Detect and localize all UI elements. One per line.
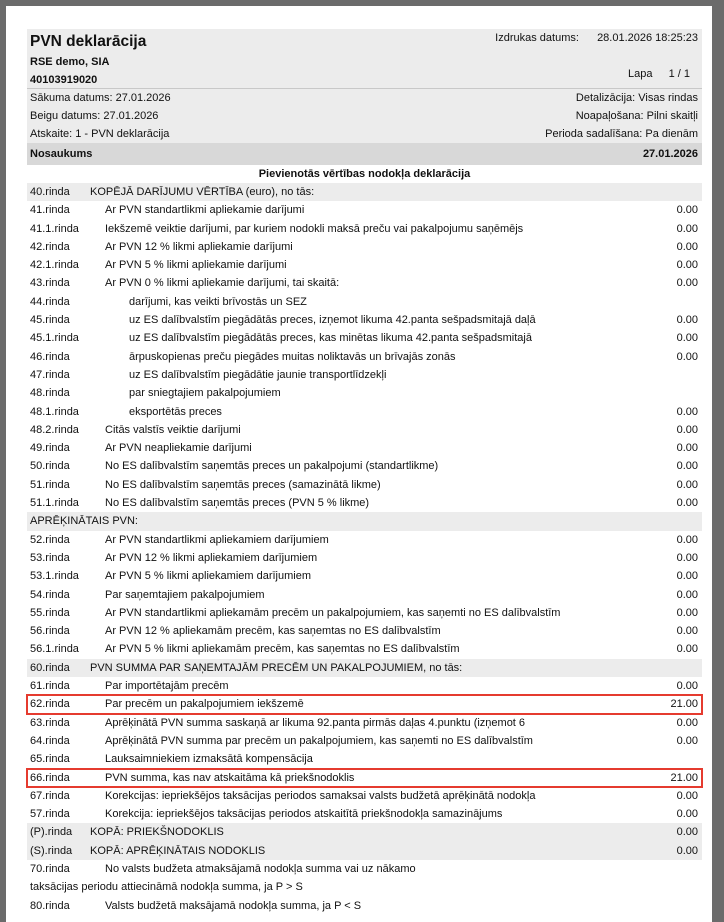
start-date: Sākuma datums: 27.01.2026 xyxy=(30,92,171,104)
table-row xyxy=(27,823,702,841)
row-description: APRĒĶINĀTAIS PVN: xyxy=(30,515,138,528)
table-row xyxy=(27,238,702,256)
row-description: Aprēķinātā PVN summa par precēm un pakalpojumiem, kas saņemti no ES dalībvalstīm xyxy=(105,734,533,747)
report-page xyxy=(6,6,712,922)
report-content xyxy=(27,29,702,915)
row-code: 40.rinda xyxy=(30,186,70,198)
row-value: 0.00 xyxy=(676,204,698,217)
row-description: Ar PVN 5 % likmi apliekamiem darījumiem xyxy=(105,570,311,583)
row-description: Citās valstīs veiktie darījumi xyxy=(105,423,241,436)
page-value: 1 / 1 xyxy=(668,68,690,80)
row-code: 52.rinda xyxy=(30,533,70,546)
detail-setting: Detalizācija: Visas rindas xyxy=(575,92,698,104)
table-row xyxy=(27,732,702,750)
row-code: 65.rinda xyxy=(30,753,70,766)
row-description: Par precēm un pakalpojumiem iekšzemē xyxy=(105,698,304,711)
table-row xyxy=(27,750,702,768)
table-row xyxy=(27,457,702,475)
row-description: Ar PVN 12 % apliekamām precēm, kas saņemtas no ES dalībvalstīm xyxy=(105,625,441,638)
row-description: PVN summa, kas nav atskaitāma kā priekšnodoklis xyxy=(105,771,355,784)
table-row xyxy=(27,293,702,311)
row-description: taksācijas periodu attiecināmā nodokļa summa, ja P > S xyxy=(30,881,303,894)
table-row xyxy=(27,897,702,915)
row-value: 0.00 xyxy=(676,423,698,436)
page-number xyxy=(628,68,690,80)
row-code: 53.1.rinda xyxy=(30,570,79,583)
row-code: 63.rinda xyxy=(30,716,70,729)
table-row xyxy=(27,439,702,457)
row-code: 67.rinda xyxy=(30,789,70,802)
print-date-value: 28.01.2026 18:25:23 xyxy=(597,32,698,44)
page-label: Lapa xyxy=(627,68,653,80)
row-description: Ar PVN 5 % likmi apliekamie darījumi xyxy=(105,259,287,272)
row-value: 0.00 xyxy=(676,314,698,327)
column-date: 27.01.2026 xyxy=(642,148,698,160)
row-description: Ar PVN 0 % likmi apliekamie darījumi, tai skaitā: xyxy=(105,277,340,290)
table-row xyxy=(27,384,702,402)
row-code: 53.rinda xyxy=(30,551,70,564)
row-description: KOPĒJĀ DARĪJUMU VĒRTĪBA (euro), no tās: xyxy=(90,186,315,198)
row-code: 54.rinda xyxy=(30,588,70,601)
row-description: KOPĀ: APRĒĶINĀTAIS NODOKLIS xyxy=(90,844,266,857)
row-code: 56.1.rinda xyxy=(30,643,79,656)
row-description: Ar PVN standartlikmi apliekamie darījumi xyxy=(105,204,305,217)
row-code: 49.rinda xyxy=(30,442,70,455)
row-description: No ES dalībvalstīm saņemtās preces (PVN 5 % likme) xyxy=(105,497,370,510)
row-description: PVN SUMMA PAR SAŅEMTAJĀM PRECĒM UN PAKALPOJUMIEM, no tās: xyxy=(90,661,463,674)
table-row xyxy=(27,366,702,384)
row-description: par sniegtajiem pakalpojumiem xyxy=(129,387,281,400)
table-row xyxy=(27,878,702,896)
table-row xyxy=(27,256,702,274)
row-value: 0.00 xyxy=(676,789,698,802)
table-row xyxy=(27,220,702,238)
column-header xyxy=(27,143,702,165)
report-header xyxy=(27,29,702,143)
table-row xyxy=(27,805,702,823)
table-row xyxy=(27,640,702,658)
table-row xyxy=(27,512,702,530)
rounding-setting: Noapaļošana: Pilni skaitļi xyxy=(575,110,698,122)
row-description: Ar PVN 5 % likmi apliekamām precēm, kas saņemtas no ES dalībvalstīm xyxy=(105,643,460,656)
row-code: 51.rinda xyxy=(30,478,70,491)
row-code: 70.rinda xyxy=(30,862,70,875)
row-value: 0.00 xyxy=(676,606,698,619)
row-code: 44.rinda xyxy=(30,295,70,308)
report-name: Atskaite: 1 - PVN deklarācija xyxy=(30,128,170,140)
row-value: 0.00 xyxy=(676,533,698,546)
row-code: 41.rinda xyxy=(30,204,70,217)
row-value: 0.00 xyxy=(676,680,698,693)
row-value: 0.00 xyxy=(676,240,698,253)
column-name: Nosaukums xyxy=(30,148,93,160)
row-value: 0.00 xyxy=(676,826,698,839)
row-code: 42.rinda xyxy=(30,240,70,253)
print-date xyxy=(495,32,698,44)
row-code: 48.1.rinda xyxy=(30,405,79,418)
section-title: Pievienotās vērtības nodokļa deklarācija xyxy=(258,168,471,180)
row-code: 55.rinda xyxy=(30,606,70,619)
row-value: 0.00 xyxy=(676,588,698,601)
row-description: Ar PVN neapliekamie darījumi xyxy=(105,442,252,455)
table-row xyxy=(27,567,702,585)
row-description: Ar PVN standartlikmi apliekamiem darījumiem xyxy=(105,533,329,546)
row-code: 45.1.rinda xyxy=(30,332,79,345)
row-code: 66.rinda xyxy=(30,771,70,784)
period-split-setting: Perioda sadalīšana: Pa dienām xyxy=(545,128,698,140)
row-value: 0.00 xyxy=(676,460,698,473)
row-code: 61.rinda xyxy=(30,680,70,693)
row-description: KOPĀ: PRIEKŠNODOKLIS xyxy=(90,826,224,839)
table-row xyxy=(27,531,702,549)
row-description: Ar PVN 12 % likmi apliekamie darījumi xyxy=(105,240,293,253)
row-description: ārpuskopienas preču piegādes muitas noliktavās un brīvajās zonās xyxy=(129,350,456,363)
table-row xyxy=(27,604,702,622)
row-value: 0.00 xyxy=(676,734,698,747)
row-description: uz ES dalībvalstīm piegādātās preces, kas minētas likuma 42.panta sešpadsmitajā xyxy=(129,332,532,345)
table-row xyxy=(27,586,702,604)
table-row xyxy=(27,714,702,732)
row-description: darījumi, kas veikti brīvostās un SEZ xyxy=(129,295,307,308)
row-code: 62.rinda xyxy=(30,698,70,711)
row-value: 0.00 xyxy=(676,844,698,857)
row-code: (S).rinda xyxy=(30,844,73,857)
row-code: (P).rinda xyxy=(30,826,73,839)
row-value: 21.00 xyxy=(670,698,698,711)
table-row xyxy=(27,622,702,640)
row-value: 0.00 xyxy=(676,222,698,235)
row-code: 42.1.rinda xyxy=(30,259,79,272)
table-row xyxy=(27,311,702,329)
row-code: 80.rinda xyxy=(30,899,70,912)
table-row xyxy=(27,403,702,421)
registration-number: 40103919020 xyxy=(30,74,98,86)
row-value: 0.00 xyxy=(676,808,698,821)
row-description: No ES dalībvalstīm saņemtās preces un pakalpojumi (standartlikme) xyxy=(105,460,439,473)
row-description: Valsts budžetā maksājamā nodokļa summa, ja P < S xyxy=(105,899,362,912)
table-row xyxy=(27,842,702,860)
row-description: Ar PVN standartlikmi apliekamām precēm un pakalpojumiem, kas saņemti no ES dalībvalstīm xyxy=(105,606,560,619)
row-description: uz ES dalībvalstīm piegādātās preces, izņemot likuma 42.panta sešpadsmitajā daļā xyxy=(129,314,536,327)
row-value: 0.00 xyxy=(676,350,698,363)
row-description: Par importētajām precēm xyxy=(105,680,229,693)
table-row xyxy=(27,329,702,347)
row-value: 0.00 xyxy=(676,625,698,638)
row-value: 0.00 xyxy=(676,259,698,272)
row-description: Iekšzemē veiktie darījumi, par kuriem nodokli maksā preču vai pakalpojumu saņēmējs xyxy=(105,222,524,235)
table-row xyxy=(27,348,702,366)
row-value: 0.00 xyxy=(676,277,698,290)
row-code: 41.1.rinda xyxy=(30,222,79,235)
row-description: Korekcijas: iepriekšējos taksācijas periodos samaksai valsts budžetā aprēķinātā nodokļa xyxy=(105,789,536,802)
row-value: 0.00 xyxy=(676,478,698,491)
table-row xyxy=(27,494,702,512)
row-code: 45.rinda xyxy=(30,314,70,327)
row-value: 0.00 xyxy=(676,716,698,729)
table-row xyxy=(27,860,702,878)
row-description: No ES dalībvalstīm saņemtās preces (samazinātā likme) xyxy=(105,478,381,491)
row-code: 46.rinda xyxy=(30,350,70,363)
row-value: 0.00 xyxy=(676,405,698,418)
table-row xyxy=(27,201,702,219)
row-description: No valsts budžeta atmaksājamā nodokļa summa vai uz nākamo xyxy=(105,862,416,875)
row-code: 47.rinda xyxy=(30,368,70,381)
row-description: eksportētās preces xyxy=(129,405,222,418)
table-row xyxy=(27,787,702,805)
table-row xyxy=(27,476,702,494)
company-name: RSE demo, SIA xyxy=(30,56,110,68)
row-code: 64.rinda xyxy=(30,734,70,747)
row-description: Korekcija: iepriekšējos taksācijas periodos atskaitītā priekšnodokļa samazinājums xyxy=(105,808,503,821)
row-description: uz ES dalībvalstīm piegādātie jaunie transportlīdzekļi xyxy=(129,368,387,381)
print-date-label: Izdrukas datums: xyxy=(495,32,579,44)
table-row xyxy=(27,659,702,677)
table-row xyxy=(27,183,702,201)
row-code: 57.rinda xyxy=(30,808,70,821)
row-value: 21.00 xyxy=(670,771,698,784)
row-value: 0.00 xyxy=(676,442,698,455)
table-row xyxy=(27,549,702,567)
row-value: 0.00 xyxy=(676,332,698,345)
row-description: Lauksaimniekiem izmaksātā kompensācija xyxy=(105,753,313,766)
table-row-highlighted xyxy=(27,695,702,713)
row-code: 60.rinda xyxy=(30,661,70,674)
row-code: 56.rinda xyxy=(30,625,70,638)
row-value: 0.00 xyxy=(676,643,698,656)
end-date: Beigu datums: 27.01.2026 xyxy=(30,110,159,122)
declaration-rows xyxy=(27,183,702,915)
row-description: Ar PVN 12 % likmi apliekamiem darījumiem xyxy=(105,551,318,564)
row-value: 0.00 xyxy=(676,570,698,583)
row-code: 51.1.rinda xyxy=(30,497,79,510)
row-code: 50.rinda xyxy=(30,460,70,473)
row-value: 0.00 xyxy=(676,497,698,510)
table-row xyxy=(27,677,702,695)
row-code: 48.rinda xyxy=(30,387,70,400)
report-title: PVN deklarācija xyxy=(30,33,147,50)
table-row-highlighted xyxy=(27,769,702,787)
row-description: Aprēķinātā PVN summa saskaņā ar likuma 92.panta pirmās daļas 4.punktu (izņemot 6 xyxy=(105,716,526,729)
row-code: 43.rinda xyxy=(30,277,70,290)
row-description: Par saņemtajiem pakalpojumiem xyxy=(105,588,265,601)
table-row xyxy=(27,421,702,439)
row-value: 0.00 xyxy=(676,551,698,564)
table-row xyxy=(27,274,702,292)
row-code: 48.2.rinda xyxy=(30,423,79,436)
